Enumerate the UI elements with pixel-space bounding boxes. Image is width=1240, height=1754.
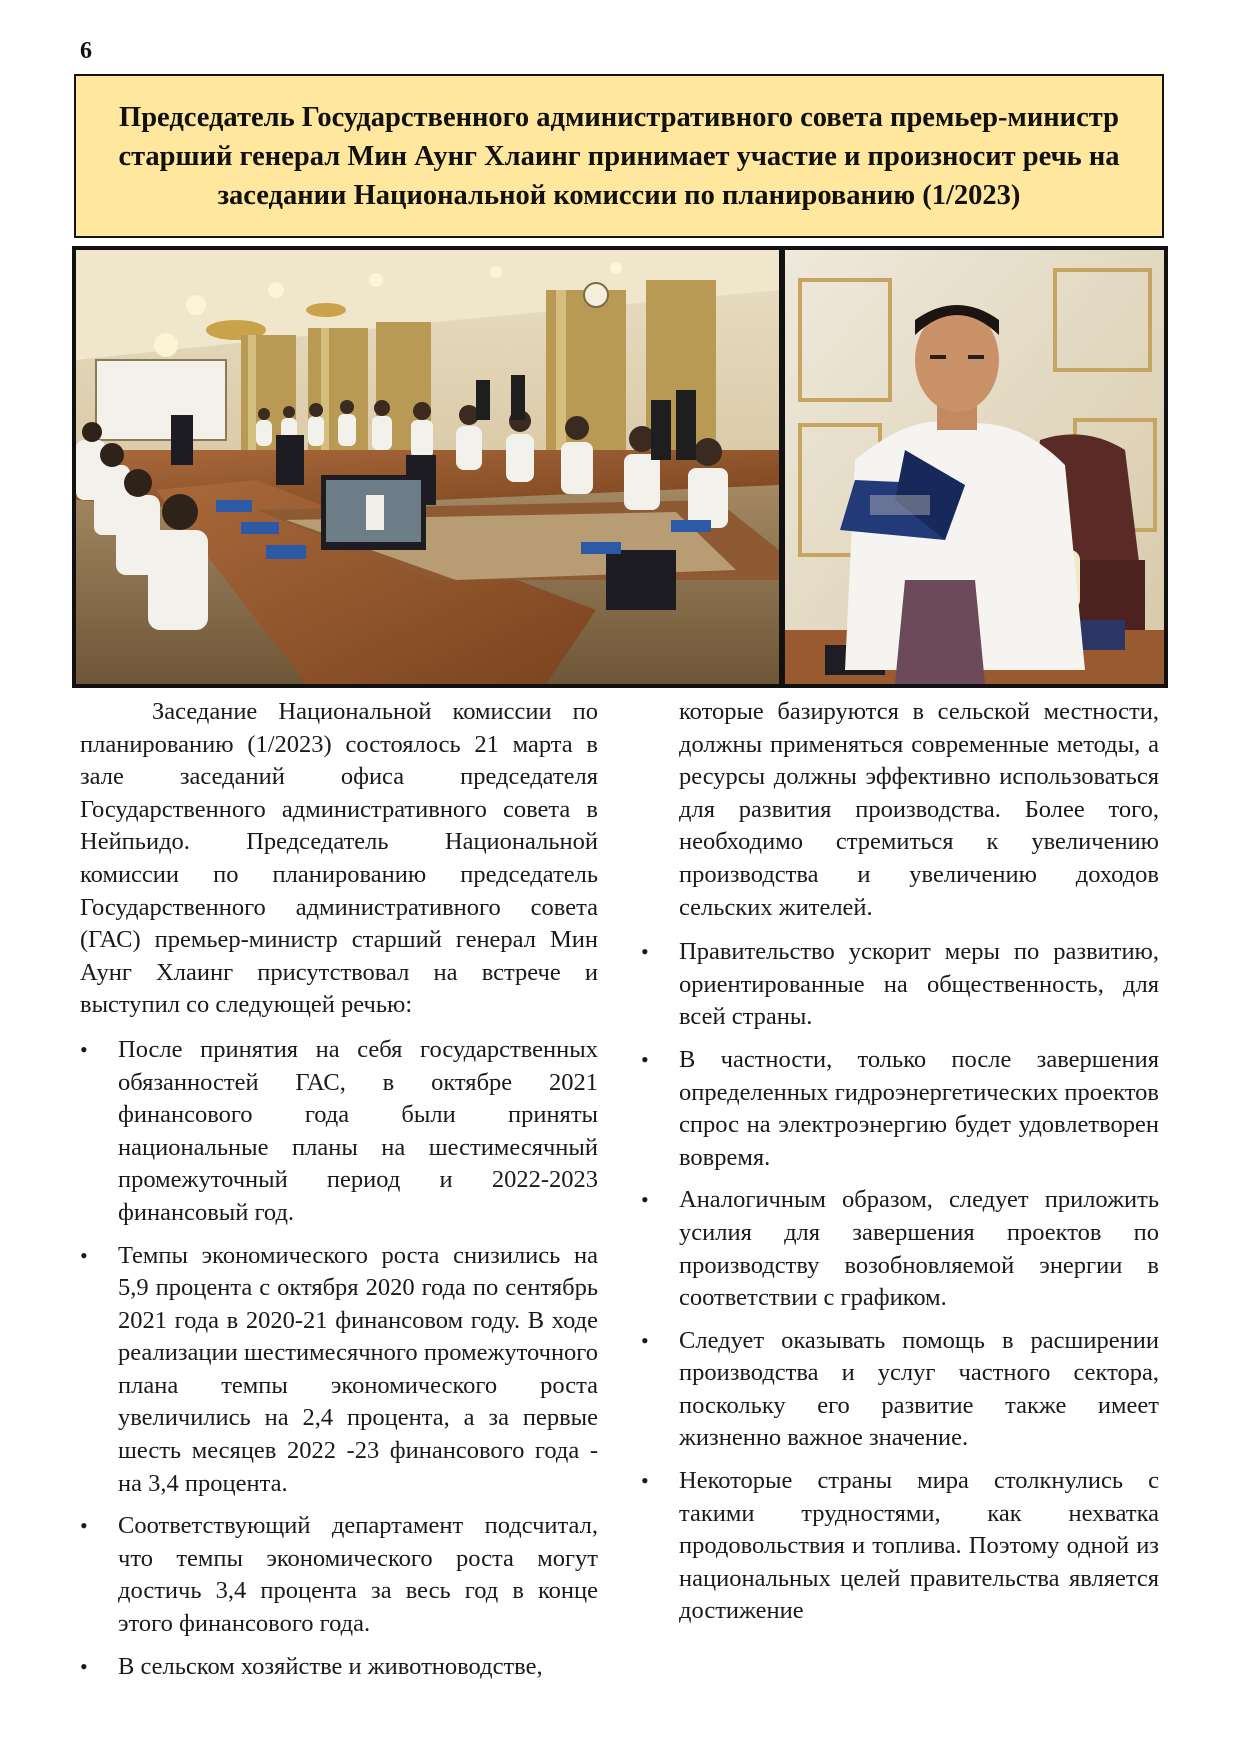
meeting-hall-photo <box>76 250 779 684</box>
list-item: • Соответствующий департамент подсчитал, что темпы экономического роста могут достичь 3,4 процента за весь год в конце этого финансового года. <box>80 1512 598 1638</box>
list-item: • Некоторые страны мира столкнулись с такими трудностями, как нехватка продовольствия и топлива. Поэтому одной из национальных целей правительства является достижение <box>641 1467 1159 1625</box>
bullet-icon: • <box>641 939 649 965</box>
bullet-icon: • <box>80 1653 88 1679</box>
bullet-icon: • <box>80 1036 88 1062</box>
article-title: Председатель Государственного административного совета премьер-министр старший генерал Мин Аунг Хлаинг принимает участие и произносит речь на заседании Национальной комиссии по планированию (1/2023) <box>118 101 1120 211</box>
bullet-icon: • <box>80 1513 88 1539</box>
bullet-icon: • <box>641 1468 649 1494</box>
left-column <box>80 696 598 1693</box>
right-column <box>641 696 1159 1638</box>
bullet-icon: • <box>641 1046 649 1072</box>
left-bullet-list <box>80 1034 598 1683</box>
list-item: • В частности, только после завершения определенных гидроэнергетических проектов спрос на электроэнергию будет удовлетворен вовремя. <box>641 1045 1159 1171</box>
page-number: 6 <box>80 38 92 64</box>
title-box <box>74 74 1164 238</box>
list-item: • После принятия на себя государственных обязанностей ГАС, в октябре 2021 финансового года были приняты национальные планы на шестимесячный промежуточный период и 2022-2023 финансовый год. <box>80 1035 598 1226</box>
continuation-paragraph: которые базируются в сельской местности, должны применяться современные методы, а ресурсы должны эффективно использоваться для развития производства. Более того, необходимо стремиться к увеличению производства и увеличению доходов сельских жителей. <box>679 698 1159 921</box>
list-item: • Следует оказывать помощь в расширении производства и услуг частного сектора, поскольку его развитие также имеет жизненно важное значение. <box>641 1326 1159 1452</box>
bullet-icon: • <box>80 1242 88 1268</box>
list-item: • Аналогичным образом, следует приложить усилия для завершения проектов по производству возобновляемой энергии в соответствии с графиком. <box>641 1186 1159 1312</box>
list-item: • Правительство ускорит меры по развитию, ориентированные на общественность, для всей страны. <box>641 938 1159 1031</box>
intro-paragraph: Заседание Национальной комиссии по планированию (1/2023) состоялось 21 марта в зале заседаний офиса председателя Государственного административного совета в Нейпьидо. Председатель Национальной комиссии по планированию председатель Государственного административного совета (ГАС) премьер-министр старший генерал Мин Аунг Хлаинг присутствовал на встрече и выступил со следующей речью: <box>80 698 598 1019</box>
right-bullet-list <box>641 936 1159 1628</box>
photo-strip <box>72 246 1168 688</box>
speaker-photo <box>785 250 1164 684</box>
list-item: • В сельском хозяйстве и животноводстве, <box>80 1651 598 1684</box>
bullet-icon: • <box>641 1187 649 1213</box>
bullet-icon: • <box>641 1327 649 1353</box>
list-item: • Темпы экономического роста снизились на 5,9 процента с октября 2020 года по сентябрь 2021 года в 2020-21 финансовом году. В ходе реализации шестимесячного промежуточного плана темпы экономического роста увеличились на 2,4 процента, а за первые шесть месяцев 2022 -23 финансового года - на 3,4 процента. <box>80 1241 598 1497</box>
